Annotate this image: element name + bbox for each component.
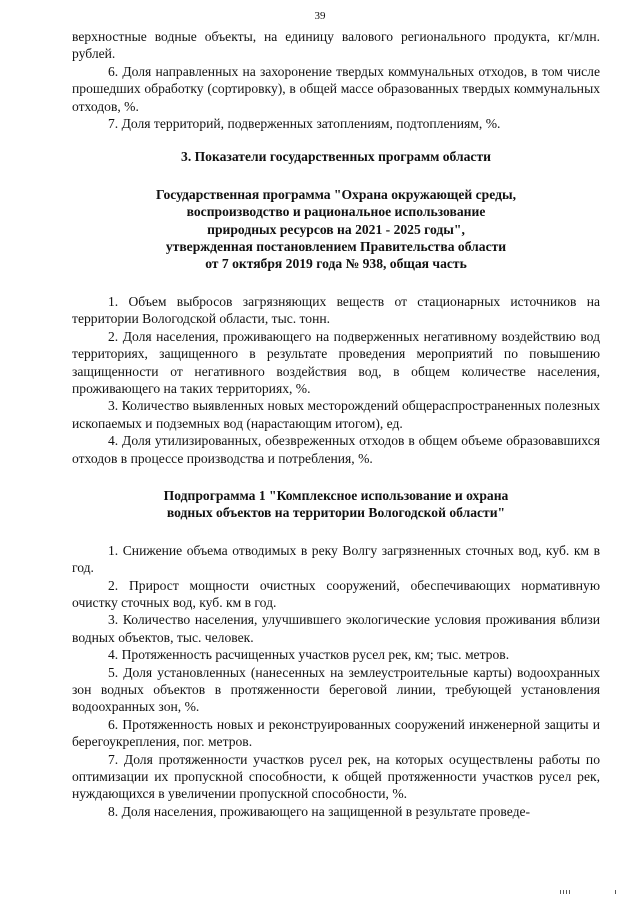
document-body [72,28,600,820]
section-title: 3. Показатели государственных программ области [181,149,491,165]
subprogram-item: 2. Прирост мощности очистных сооружений, обеспечивающих нормативную очистку сточных вод, куб. км в год. [72,577,600,610]
subprogram-title-line: Подпрограмма 1 "Комплексное использование и охрана [163,487,509,503]
subprogram-item: 8. Доля населения, проживающего на защищенной в результате проведе- [108,803,531,819]
program-title [72,186,600,273]
program-item: 1. Объем выбросов загрязняющих веществ от стационарных источников на территории Вологодской области, тыс. тонн. [72,293,600,327]
subprogram-item: 4. Протяженность расчищенных участков русел рек, км; тыс. метров. [108,647,510,663]
subprogram-title [72,487,600,522]
scan-artifact-icon [560,888,620,896]
program-item: 2. Доля населения, проживающего на подверженных негативному воздействию вод территориях, защищенного в результате проведения мероприятий по повышению защищенности от негативного воздействия вод, в общем количестве населения, проживающего на таких территориях, %. [72,328,600,396]
page-number: 39 [314,10,326,22]
subprogram-item: 5. Доля установленных (нанесенных на землеустроительные карты) водоохранных зон водных объектов в протяженности береговой линии, требующей установления водоохранных зон, %. [72,664,600,715]
program-title-line: воспроизводство и рациональное использование [186,204,486,220]
program-item: 3. Количество выявленных новых месторождений общераспространенных полезных ископаемых и подземных вод (нарастающим итогом), ед. [72,398,600,431]
subprogram-item: 6. Протяженность новых и реконструированных сооружений инженерной защиты и берегоукрепления, пог. метров. [72,716,600,750]
program-title-line: от 7 октября 2019 года № 938, общая часть [205,256,467,272]
scan-marks [560,888,620,898]
subprogram-item: 1. Снижение объема отводимых в реку Волгу загрязненных сточных вод, куб. км в год. [72,542,600,576]
intro-item: 7. Доля территорий, подверженных затоплениям, подтоплениям, %. [108,116,501,132]
program-title-line: Государственная программа "Охрана окружающей среды, [156,186,516,202]
subprogram-item: 3. Количество населения, улучшившего экологические условия проживания вблизи водных объектов, тыс. человек. [72,612,600,645]
program-item: 4. Доля утилизированных, обезвреженных отходов в общем объеме образовавшихся отходов в процессе производства и потребления, %. [72,433,600,466]
subprogram-title-line: водных объектов на территории Вологодской области" [166,505,506,521]
program-title-line: утвержденная постановлением Правительства области [165,239,507,255]
intro-item: 6. Доля направленных на захоронение твердых коммунальных отходов, в том числе прошедших обработку (сортировку), в общей массе образованных твердых коммунальных отходов, %. [72,63,600,114]
intro-item-continuation: верхностные водные объекты, на единицу валового регионального продукта, кг/млн. рублей. [72,29,600,62]
program-title-line: природных ресурсов на 2021 - 2025 годы", [207,221,465,237]
subprogram-item: 7. Доля протяженности участков русел рек, на которых осуществлены работы по оптимизации их пропускной способности, к общей протяженности участков русел рек, нуждающихся в увеличении пропускной способности, %. [72,751,600,802]
